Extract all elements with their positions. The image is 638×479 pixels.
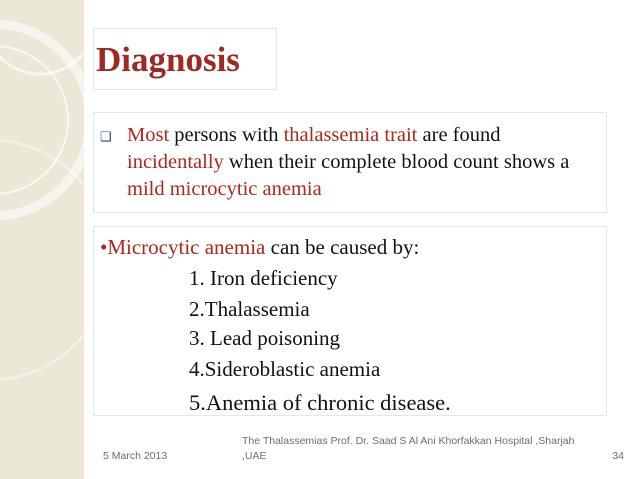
bullet-marker-icon: ❑ — [100, 129, 112, 144]
causes-intro-rest: can be caused by: — [265, 235, 420, 259]
causes-intro — [100, 234, 419, 261]
highlight-text: Most — [127, 124, 170, 146]
bullet-item — [100, 122, 600, 203]
highlight-text: thalassemia trait — [283, 124, 418, 146]
causes-bullet: • — [100, 235, 108, 259]
bullet-text — [127, 122, 600, 203]
cause-item: 2.Thalassemia — [189, 297, 310, 321]
cause-item: 1. Iron deficiency — [189, 266, 338, 290]
page-number: 34 — [612, 450, 624, 462]
causes-highlight: Microcytic anemia — [107, 235, 266, 259]
body-text: when their complete blood count shows a — [223, 151, 570, 173]
cause-item: 4.Sideroblastic anemia — [189, 357, 381, 381]
highlight-text: mild microcytic anemia — [127, 178, 322, 200]
slide-title: Diagnosis — [96, 40, 240, 79]
footer-date: 5 March 2013 — [103, 450, 168, 462]
highlight-text: incidentally — [127, 151, 224, 173]
cause-item: 5.Anemia of chronic disease. — [189, 390, 451, 415]
cause-item: 3. Lead poisoning — [189, 326, 341, 350]
body-text: are found — [417, 124, 501, 146]
footer-source: The Thalassemias Prof. Dr. Saad S Al Ani Khorfakkan Hospital ,Sharjah ,UAE — [242, 435, 575, 462]
body-text: persons with — [169, 124, 284, 146]
